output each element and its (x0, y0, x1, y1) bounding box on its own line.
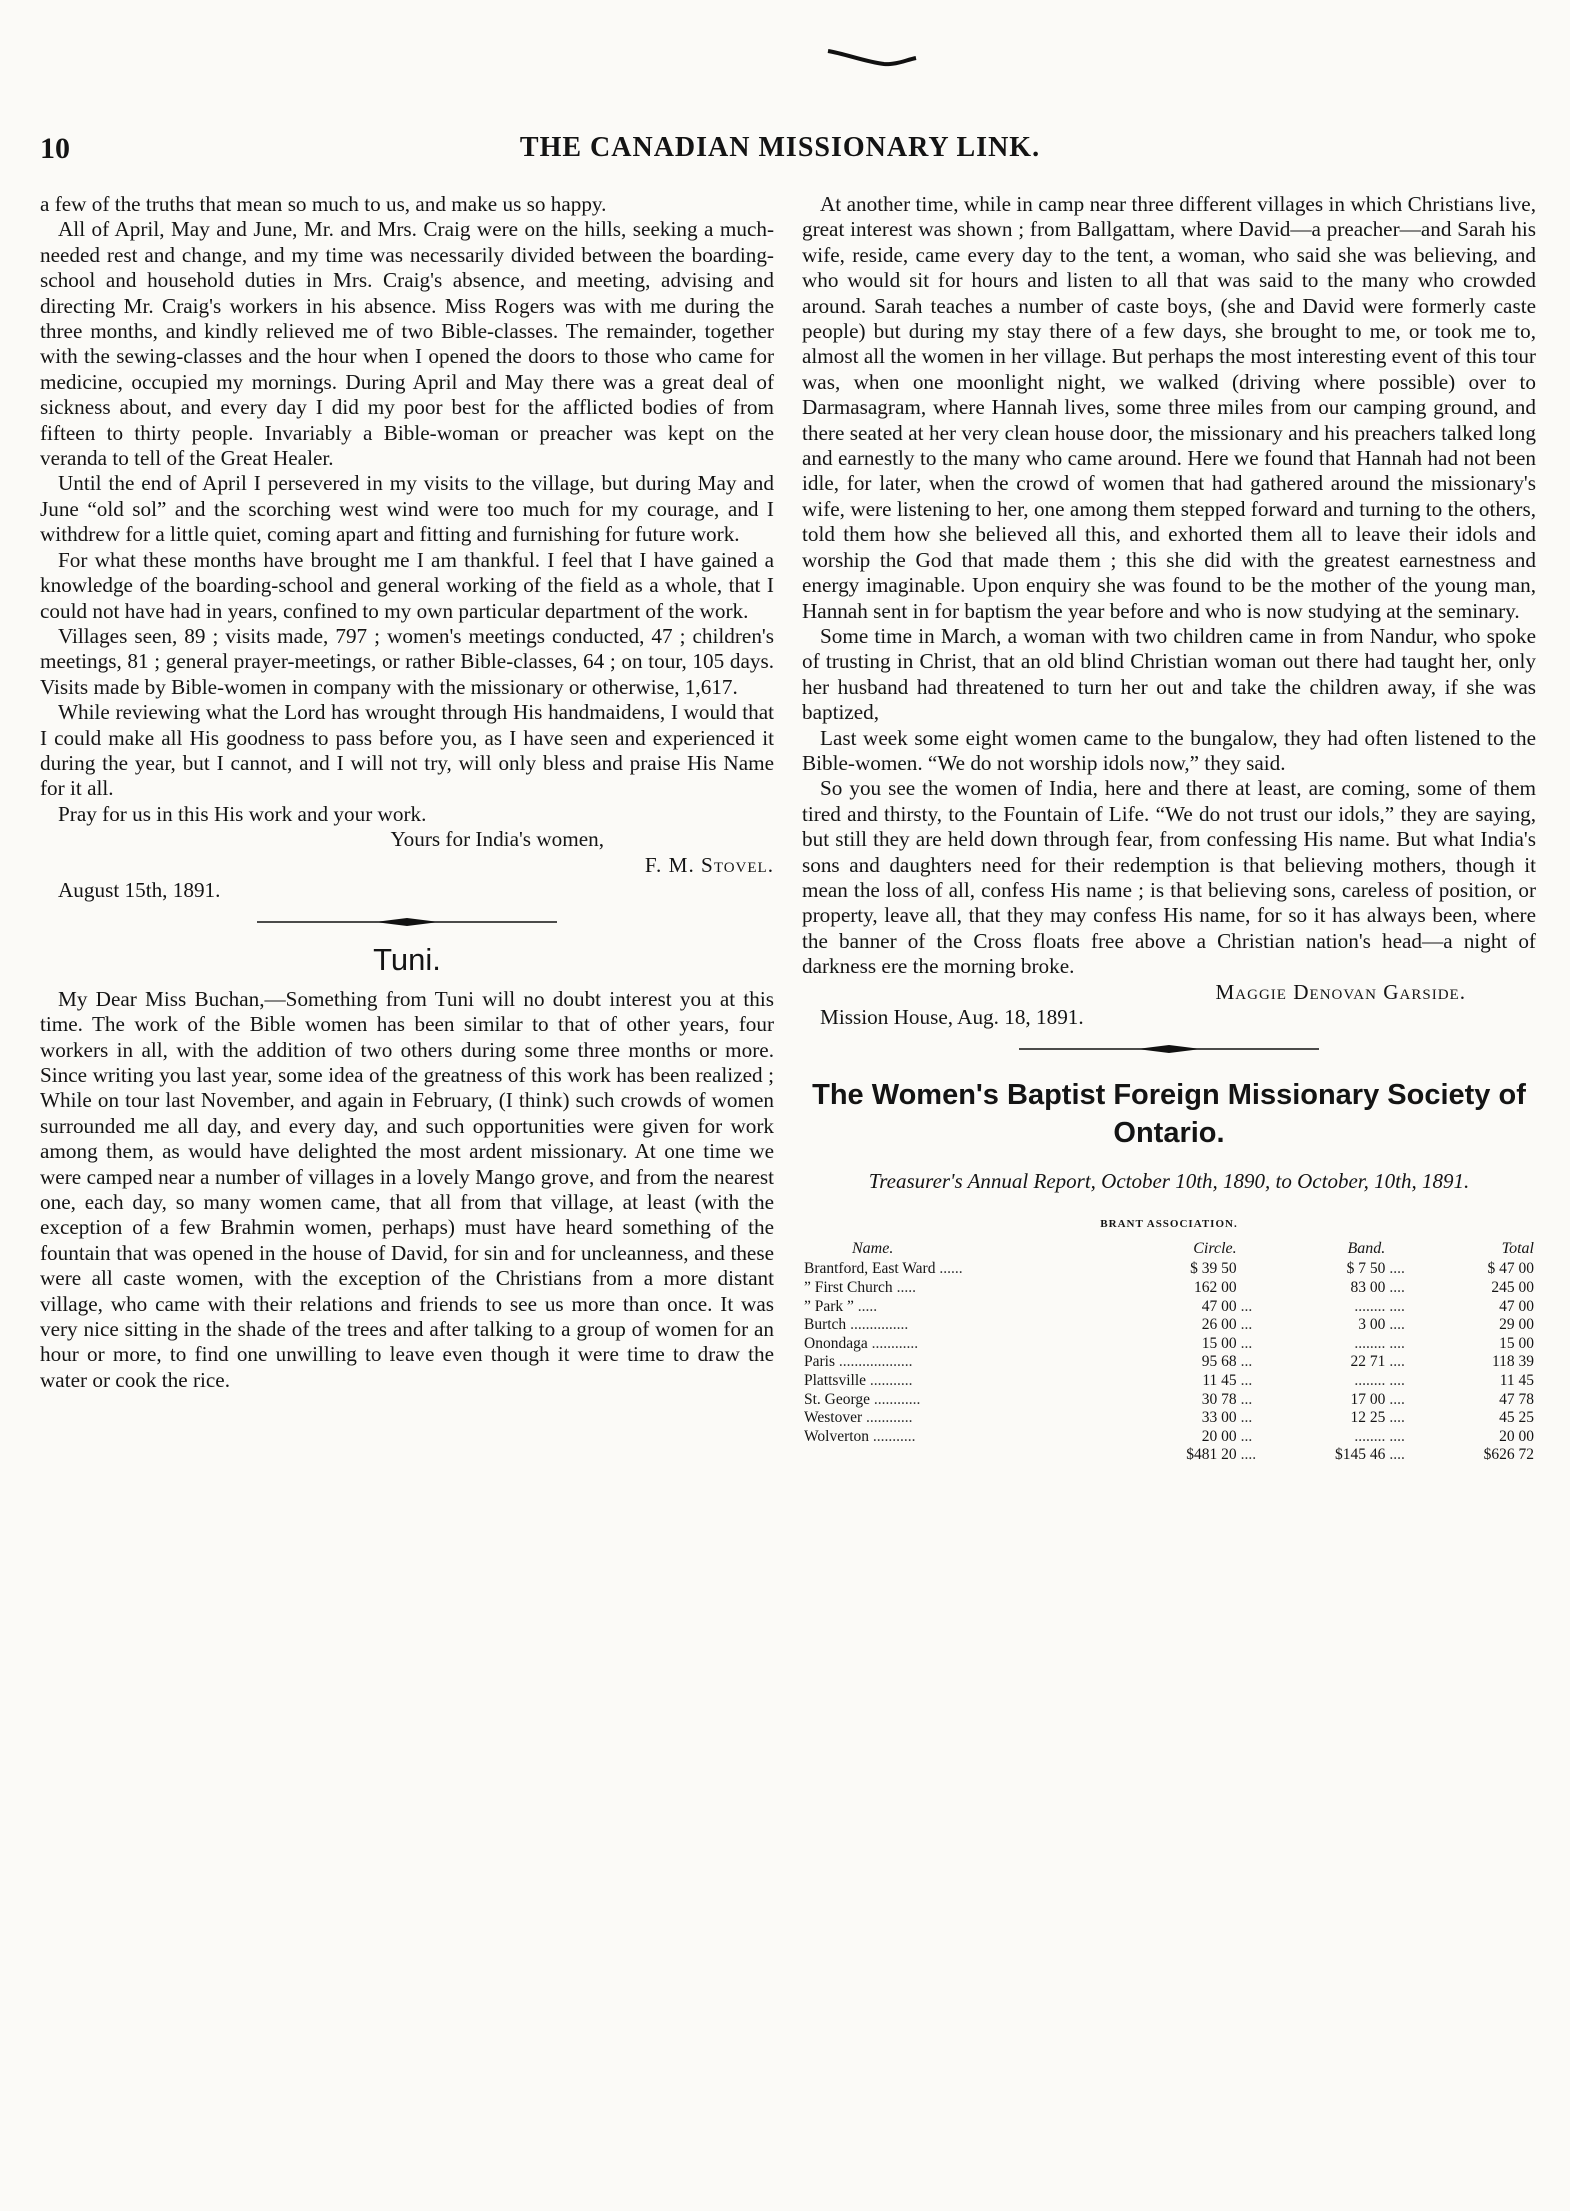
column-header: Circle. (1193, 1239, 1237, 1257)
table-row: ” Park ” ..... 47 00 ... ........ .... 47 00 (804, 1297, 1534, 1315)
page-number: 10 (40, 132, 70, 165)
section-divider (40, 907, 774, 937)
cell-name: Onondaga ............ (804, 1334, 919, 1352)
total-circle: $481 20 (1186, 1446, 1237, 1464)
treasurer-report-table (802, 1240, 1536, 1465)
page-header (40, 126, 1520, 176)
table-row: Burtch ............... 26 00 ... 3 00 .... 29 00 (804, 1316, 1534, 1334)
cell-band: ........ (1354, 1334, 1386, 1352)
cell-band: 12 25 (1350, 1409, 1386, 1427)
total-total: $626 72 (1483, 1446, 1534, 1464)
table-header-row (802, 1240, 1536, 1261)
cell-circle: $ 39 50 (1190, 1260, 1237, 1278)
letter-signature: Maggie Denovan Garside. (1215, 979, 1466, 1004)
paragraph: Pray for us in this His work and your work. (58, 801, 427, 826)
column-header: Band. (1347, 1239, 1386, 1257)
cell-name: St. George ............ (804, 1390, 921, 1408)
cell-band: ........ (1354, 1371, 1386, 1389)
paragraph: All of April, May and June, Mr. and Mrs. Craig were on the hills, seeking a much-needed rest and change, and my time was necessarily divided between the boarding-school and household duties in Mrs. Craig's absence, and meeting, advising and directing Mr. Craig's workers in his absence. Miss Rogers was with me during the three months, and kindly relieved me of two Bible-classes. The remainder, together with the sewing-classes and the hour when I opened the doors to those who came for medicine, occupied my mornings. During April and May there was a great deal of sickness about, and every day I did my poor best for the afflicted bodies of from fifteen to thirty people. Invariably a Bible-woman or preacher was kept on the veranda to tell of the Great Healer. (40, 217, 774, 471)
cell-total: $ 47 00 (1487, 1260, 1534, 1278)
cell-band: 22 71 (1350, 1353, 1386, 1371)
table-row: St. George ............ 30 78 ... 17 00 .... 47 78 (804, 1390, 1534, 1408)
cell-total: 11 45 (1499, 1371, 1534, 1389)
table-row: Plattsville ........... 11 45 ... ........ .... 11 45 (804, 1371, 1534, 1389)
journal-title: THE CANADIAN MISSIONARY LINK. (519, 132, 1041, 163)
cell-circle: 30 78 (1201, 1390, 1237, 1408)
cell-total: 47 78 (1499, 1390, 1534, 1408)
paragraph: Last week some eight women came to the bungalow, they had often listened to the Bible-women. “We do not worship idols now,” they said. (802, 725, 1536, 775)
cell-band: 3 00 (1358, 1316, 1386, 1334)
cell-circle: 95 68 (1201, 1353, 1237, 1371)
cell-total: 245 00 (1491, 1279, 1534, 1296)
paragraph: So you see the women of India, here and there at least, are coming, some of them tired and thirsty, to the Fountain of Life. “We do not trust our idols,” they are saying, but still they are held down through fear, from confessing His name. But what India's sons and daughters need for their redemption is that believing mothers, though it mean the loss of all, confess His name ; is that believing sons, careless of position, or property, leave all, that they may confess His name, for so it has always been, where the banner of the Cross floats free above a Christian nation's head—a night of darkness ere the morning broke. (802, 776, 1536, 979)
paragraph: a few of the truths that mean so much to us, and make us so happy. (40, 192, 607, 216)
scan-smudge-mark (826, 48, 918, 68)
column-header: Total (1501, 1239, 1534, 1257)
cell-total: 118 39 (1491, 1353, 1534, 1371)
table-row: Westover ............ 33 00 ... 12 25 .... 45 25 (804, 1409, 1534, 1427)
paragraph: Until the end of April I persevered in my visits to the village, but during May and June “old sol” and the scorching west wind were too much for my courage, and I withdrew for a little quiet, coming apart and fitting and furnishing for future work. (40, 471, 774, 547)
cell-circle: 47 00 (1201, 1297, 1237, 1315)
table-row: Wolverton ........... 20 00 ... ........ .... 20 00 (804, 1427, 1534, 1445)
column-header: Name. (852, 1239, 894, 1257)
cell-band: $ 7 50 (1346, 1260, 1386, 1278)
cell-name: Paris ................... (804, 1353, 913, 1371)
paragraph: For what these months have brought me I am thankful. I feel that I have gained a knowledge of the boarding-school and general working of the field as a whole, that I could not have had in years, confined to my own particular department of the work. (40, 547, 774, 623)
table-row: Paris ................... 95 68 ... 22 71 .... 118 39 (804, 1353, 1534, 1371)
paragraph: While reviewing what the Lord has wrought through His handmaidens, I would that I could make all His goodness to pass before you, as I have seen and experienced it during the year, but I cannot, and I will not try, will only bless and praise His Name for it all. (40, 700, 774, 801)
section-title-tuni: Tuni. (373, 942, 441, 978)
table-row: Onondaga ............ 15 00 ... ........ .... 15 00 (804, 1334, 1534, 1352)
table-totals-row: $481 20 .... $145 46 .... $626 72 (802, 1446, 1536, 1465)
cell-circle: 162 00 (1194, 1279, 1237, 1296)
cell-band: 17 00 (1350, 1390, 1386, 1408)
total-band: $145 46 (1334, 1446, 1386, 1464)
paragraph: My Dear Miss Buchan,—Something from Tuni will no doubt interest you at this time. The work of the Bible women has been similar to that of other years, four workers in all, with the addition of two others during some three months or more. Since writing you last year, some idea of the greatness of this work has been realized ; While on tour last November, and again in February, (I think) such crowds of women surrounded me all day, and every day, and such opportunities were given for work among them, as would have delighted the most ardent missionary. At one time we were camped near a number of villages in a lovely Mango grove, and from the nearest one, each day, so many women came, that all from that village, at least (with the exception of a few Brahmin women, perhaps) must have heard something of the fountain that was opened in the house of David, for sin and for uncleanness, and these were all caste women, with the exception of the Christians from a more distant village, who came with their relations and friends to see us more than once. It was very nice sitting in the shade of the trees and after talking to a group of women for an hour or more, to find one unwilling to leave even though it were time to draw the water or cook the rice. (40, 986, 774, 1392)
cell-total: 29 00 (1499, 1316, 1534, 1334)
paragraph: At another time, while in camp near three different villages in which Christians live, great interest was shown ; from Ballgattam, where David—a preacher—and Sarah his wife, reside, came every day to the tent, a woman, who said she was believing, and who would sit for hours and listen to all that was said to the many who crowded around. Sarah teaches a number of caste boys, (she and David were formerly caste people) but during my stay there of a few days, she brought to me, or took me to, almost all the women in her village. But perhaps the most interesting event of this tour was, when one moonlight night, we walked (driving where possible) over to Darmasagram, where Hannah lives, some three miles from our camping ground, and there seated at her very clean house door, the missionary and his preachers talked long and earnestly to the many who came around. Here we found that Hannah had not been idle, for later, when the crowd of women that had gathered around the missionary's wife, were listening to her, one among them stepped forward and turning to the others, told them how she believed all this, and exhorted them all to leave their idols and worship the God that made them ; this she did with the greatest earnestness and energy imaginable. Upon enquiry she was found to be the mother of the young man, Hannah sent in for baptism the year before and who is now studying at the seminary. (802, 192, 1536, 623)
cell-circle: 11 45 (1202, 1371, 1237, 1389)
paragraph: Some time in March, a woman with two children came in from Nandur, who spoke of trusting in Christ, that an old blind Christian woman out there had taught her, only her husband had threatened to turn her out and take the children away, if she was baptized, (802, 623, 1536, 725)
cell-circle: 20 00 (1201, 1427, 1237, 1445)
cell-name: Westover ............ (804, 1409, 913, 1427)
letter-date: August 15th, 1891. (58, 877, 221, 902)
table-row: ” First Church ..... 162 00 83 00 .... 245 00 (804, 1279, 1534, 1296)
cell-name: Brantford, East Ward ...... (804, 1260, 963, 1278)
cell-band: ........ (1354, 1297, 1386, 1315)
cell-total: 47 00 (1499, 1297, 1534, 1315)
cell-circle: 33 00 (1201, 1409, 1237, 1427)
letter-date: Mission House, Aug. 18, 1891. (820, 1005, 1084, 1029)
cell-name: ” First Church ..... (804, 1279, 916, 1296)
cell-band: 83 00 (1350, 1279, 1386, 1296)
cell-total: 45 25 (1499, 1409, 1534, 1427)
association-heading: BRANT ASSOCIATION. (1100, 1218, 1238, 1231)
letter-signature: F. M. Stovel. (644, 852, 774, 877)
section-title-society: The Women's Baptist Foreign Missionary Society of Ontario. (812, 1079, 1526, 1150)
cell-name: Wolverton ........... (804, 1427, 916, 1445)
left-column (40, 192, 774, 1393)
cell-band: ........ (1354, 1427, 1386, 1445)
section-divider (802, 1034, 1536, 1064)
cell-circle: 15 00 (1201, 1334, 1237, 1352)
paragraph: Villages seen, 89 ; visits made, 797 ; women's meetings conducted, 47 ; children's meetings, 81 ; general prayer-meetings, or rather Bible-classes, 64 ; on tour, 105 days. Visits made by Bible-women in company with the missionary or otherwise, 1,617. (40, 623, 774, 699)
cell-name: Burtch ............... (804, 1316, 909, 1334)
cell-circle: 26 00 (1201, 1316, 1237, 1334)
report-subtitle: Treasurer's Annual Report, October 10th, 1890, to October, 10th, 1891. (868, 1169, 1470, 1194)
cell-name: ” Park ” ..... (804, 1297, 878, 1315)
letter-closing: Yours for India's women, (390, 827, 604, 852)
cell-total: 20 00 (1499, 1427, 1534, 1445)
cell-total: 15 00 (1499, 1334, 1534, 1352)
table-row: Brantford, East Ward ...... $ 39 50 $ 7 50 .... $ 47 00 (804, 1260, 1534, 1278)
right-column (802, 192, 1536, 1465)
cell-name: Plattsville ........... (804, 1371, 913, 1389)
